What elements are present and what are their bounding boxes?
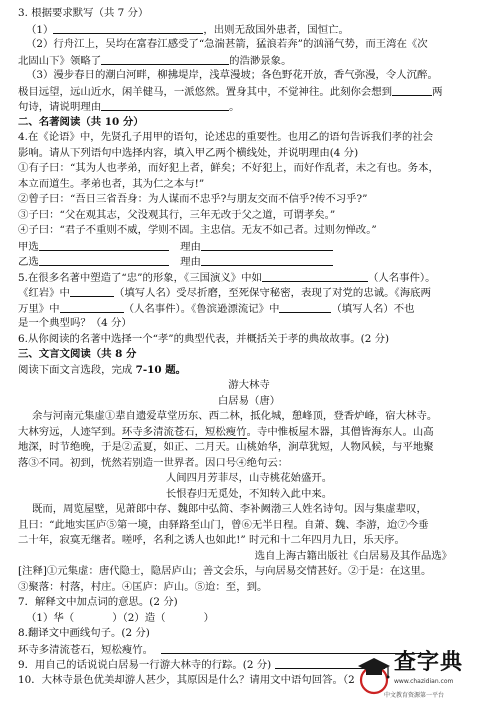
q4-option-4: ④子曰：“君子不重则不威，学则不固。主忠信。无友不如己者。过则勿惮改。”: [18, 224, 377, 236]
answer-blank[interactable]: [201, 239, 333, 251]
poem-line-2: 长恨春归无觅处，不知转入此中来。: [165, 487, 333, 500]
watermark-slogan: 中文教育资源第一平台: [384, 692, 445, 699]
q3-item3: （3）漫步春日的潮白河畔，柳拂堤岸，浅草漫坡；各色野花开放，香气弥漫，令人沉醉。: [26, 69, 438, 81]
answer-blank[interactable]: [392, 84, 432, 96]
q3-item3-reason: 句诗，请说明理由 。: [18, 101, 240, 113]
q3-heading: 3. 根据要求默写（共 7 分）: [18, 7, 149, 19]
q3-item3-cont: 极目远望，远山近水，闲羊健马，一派悠然。置身其中，不觉神往。此刻你会想到 两: [18, 85, 443, 98]
chazidian-watermark: [354, 648, 486, 706]
passage-title: 游大林寺: [228, 379, 270, 391]
answer-blank[interactable]: [70, 285, 114, 297]
watermark-brand: 查字典: [394, 650, 464, 675]
q4-option-1-cont: 本立而道生。孝弟也者，其为仁之本与!”: [18, 177, 205, 190]
passage-line: 大林穷远，人迹罕到。环寺多清流苍石，短松瘦竹。寺中惟板屋木器，其僧皆海东人。山高: [18, 425, 434, 438]
reading-intro: 阅读下面文言选段，完成 7-10 题。: [18, 363, 187, 376]
answer-blank[interactable]: [39, 254, 169, 266]
answer-blank[interactable]: [101, 53, 229, 65]
answer-blank[interactable]: [53, 22, 203, 34]
q4-stem-cont: 影响。请从下列语句中选择内容，填入甲乙两个横线处，并说明理由(4 分): [18, 146, 359, 159]
poem-line-1: 人间四月芳菲尽，山寺桃花始盛开。: [165, 472, 333, 484]
annotation-1: [注释]①元集虚：唐代隐士，隐居庐山；善文会乐，与向居易交情甚好。②于是：在这里。: [18, 565, 432, 577]
q4-jia-row: 甲选 理由: [18, 239, 480, 255]
q5-stem-end: 是一个典型吗？（4 分）: [18, 317, 132, 329]
passage-line: 且曰：“此地实匡庐⑤第一境，由驿路至山门，曾⑥无半日程。自萧、魏、李游，迨⑦今垂: [18, 518, 429, 531]
passage-line: 既而，周览屋壁，见萧郎中存、魏郎中弘简、李补阙渤三人姓名诗句。因与集虚辈叹，: [32, 503, 427, 515]
passage-source: 选自上海古籍出版社《白居易及其作品选》: [254, 549, 452, 562]
answer-blank[interactable]: [39, 239, 169, 251]
q4-option-3: ③子曰：“父在观其志，父没观其行，三年无改于父之道，可谓孝矣。”: [18, 208, 336, 221]
q6-stem: 6.从你阅读的名著中选择一个“孝”的典型代表，并概括关于孝的典故故事。(2 分): [18, 332, 390, 345]
q9-stem: 9．用自己的话说说白居易一行游大林寺的行踪。(2 分): [18, 657, 480, 673]
q8-sentence: 环寺多清流苍石，短松瘦竹。: [18, 642, 480, 658]
q3-item2-cont: 北固山下》领略了 的浩渺景象。: [18, 54, 292, 67]
answer-blank[interactable]: [101, 99, 229, 111]
passage-line: 落③不同。初到，恍然若别造一世界者。因口号④绝句云：: [18, 456, 289, 469]
q3-item1: （1） ，出则无敌国外患者，国恒亡。: [26, 23, 349, 36]
q4-option-1: ①有子曰：“其为人也孝弟，而好犯上者，鲜矣；不好犯上，而好作乱者，未之有也。务本，: [18, 162, 439, 174]
answer-blank[interactable]: [262, 270, 368, 282]
q3-item2: （2）行舟江上，吴均在富春江感受了“急湍甚箭，猛浪若奔”的汹涌气势，而王湾在《次: [26, 38, 428, 50]
answer-blank[interactable]: [201, 254, 333, 266]
annotation-2: ③聚落：村落，村庄。④匡庐：庐山。⑤迨：至，到。: [18, 580, 268, 593]
q4-stem: 4.在《论语》中，先贤孔子用甲的语句，论述忠的重要性。也用乙的语句告诉我们孝的社会: [18, 131, 434, 143]
exam-page: [18, 6, 480, 688]
q5-stem-cont2: 万里》中 （人名事件）。《鲁滨逊漂流记》中 （填写人名）不也: [18, 302, 415, 315]
watermark-site: www.chazidian.com: [394, 678, 454, 685]
q4-yi-row: 乙选 理由: [18, 254, 480, 270]
passage-line: 余与河南元集虚①辈自遗爱草堂历东、西二林，抵化城，憩峰顶，登香炉峰，宿大林寺。: [32, 410, 438, 422]
q5-stem-cont: 《红岩》中 （填写人名）受尽折磨，至死保守秘密，表现了对党的忠诚。《海底两: [18, 287, 431, 299]
passage-line: 地深，时节绝晚，于是②孟夏，如正、二月天。山桃始华，涧草犹短，人物风候，与平地聚: [18, 441, 434, 453]
passage-author: 白居易（唐）: [217, 394, 281, 407]
q8-stem: 8.翻译文中画线句子。(2 分): [18, 627, 150, 639]
q4-option-2: ②曾子曰：“吾日三省吾身：为人谋而不忠乎?与朋友交而不信乎?传不习乎?”: [18, 193, 368, 205]
section-2-heading: 二、名著阅读（共 10 分）: [18, 115, 144, 128]
section-3-heading: 三、文言文阅读（共 8 分: [18, 348, 137, 360]
answer-blank[interactable]: [60, 301, 124, 313]
q7-blanks: （1）华（ ）（2）造（ ）: [26, 611, 214, 624]
q10-stem: 10．大林寺景色优美却游人甚少，其原因是什么？请用文中语句回答。（2: [18, 673, 355, 686]
q5-stem: 5.在很多名著中塑造了“忠”的形象，《三国演义》中如 （人名事件）。: [18, 271, 436, 284]
q7-stem: 7．解释文中加点词的意思。(2 分): [18, 596, 178, 608]
passage-line: 二十年，寂寞无继者。嗟呼，名利之诱人也如此!” 时元和十二年四月九日，乐天序。: [18, 534, 405, 546]
underlined-sentence: 环寺多清流苍石，短松瘦竹: [121, 425, 247, 438]
answer-blank[interactable]: [279, 301, 331, 313]
